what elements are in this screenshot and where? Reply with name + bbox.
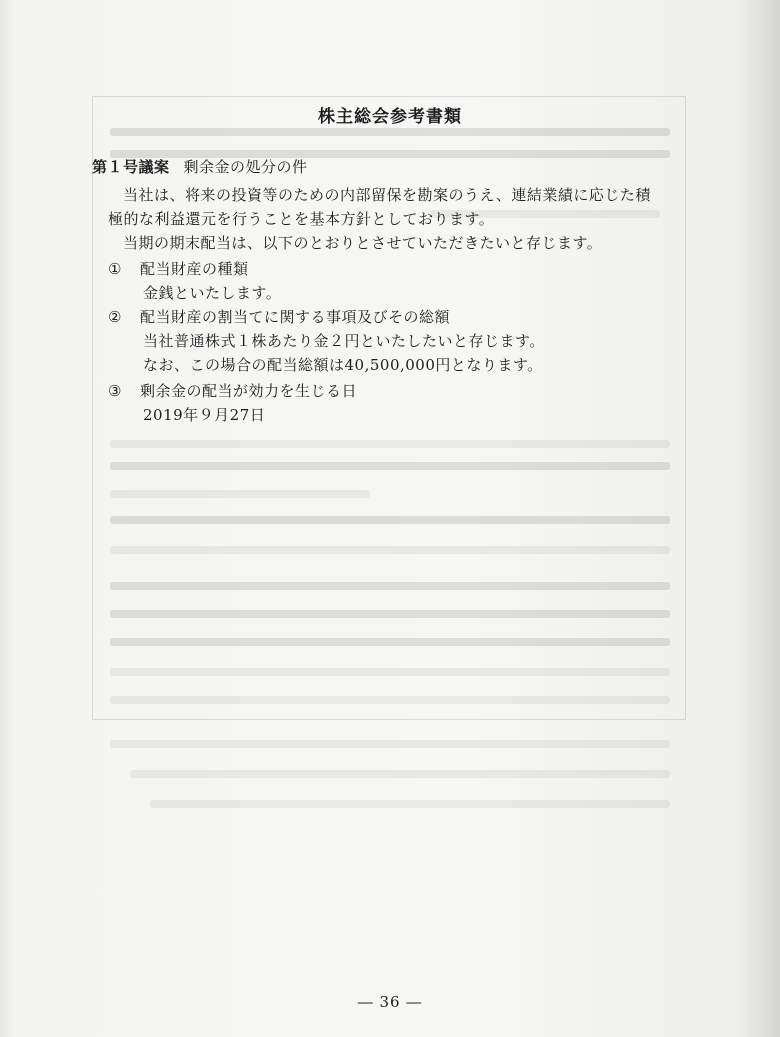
- show-through-text: [150, 800, 670, 808]
- item-label: 配当財産の種類: [140, 260, 249, 278]
- show-through-text: [110, 740, 670, 748]
- show-through-text: [110, 696, 670, 704]
- show-through-text: [110, 668, 670, 676]
- show-through-text: [110, 516, 670, 524]
- show-through-text: [110, 490, 370, 498]
- item-label: 剰余金の配当が効力を生じる日: [140, 382, 358, 400]
- item-marker: ②: [108, 308, 122, 326]
- agenda-heading: [92, 156, 308, 177]
- show-through-text: [110, 440, 670, 448]
- list-item: [108, 306, 450, 327]
- item-detail: 2019年９月27日: [143, 406, 266, 424]
- item-label: 配当財産の割当てに関する事項及びその総額: [140, 308, 451, 326]
- show-through-text: [130, 770, 670, 778]
- list-item: [108, 258, 249, 279]
- show-through-text: [110, 128, 670, 136]
- show-through-text: [110, 638, 670, 646]
- item-marker: ③: [108, 382, 122, 400]
- document-title: 株主総会参考書類: [318, 107, 462, 127]
- show-through-text: [110, 582, 670, 590]
- paragraph-line: 当期の期末配当は、以下のとおりとさせていただきたいと存じます。: [123, 234, 603, 252]
- agenda-number: 第１号議案: [92, 158, 170, 176]
- agenda-title: 剰余金の処分の件: [183, 158, 308, 176]
- show-through-text: [110, 546, 670, 554]
- item-detail: 金銭といたします。: [143, 284, 282, 302]
- page-number: ― 36 ―: [357, 993, 423, 1011]
- item-marker: ①: [108, 260, 122, 278]
- item-detail: なお、この場合の配当総額は40,500,000円となります。: [143, 356, 543, 374]
- show-through-text: [110, 462, 670, 470]
- list-item: [108, 380, 357, 401]
- paragraph-line: 極的な利益還元を行うことを基本方針としております。: [108, 210, 495, 228]
- show-through-text: [110, 610, 670, 618]
- paragraph-line: 当社は、将来の投資等のための内部留保を勘案のうえ、連結業績に応じた積: [123, 186, 651, 204]
- item-detail: 当社普通株式１株あたり金２円といたしたいと存じます。: [143, 332, 545, 350]
